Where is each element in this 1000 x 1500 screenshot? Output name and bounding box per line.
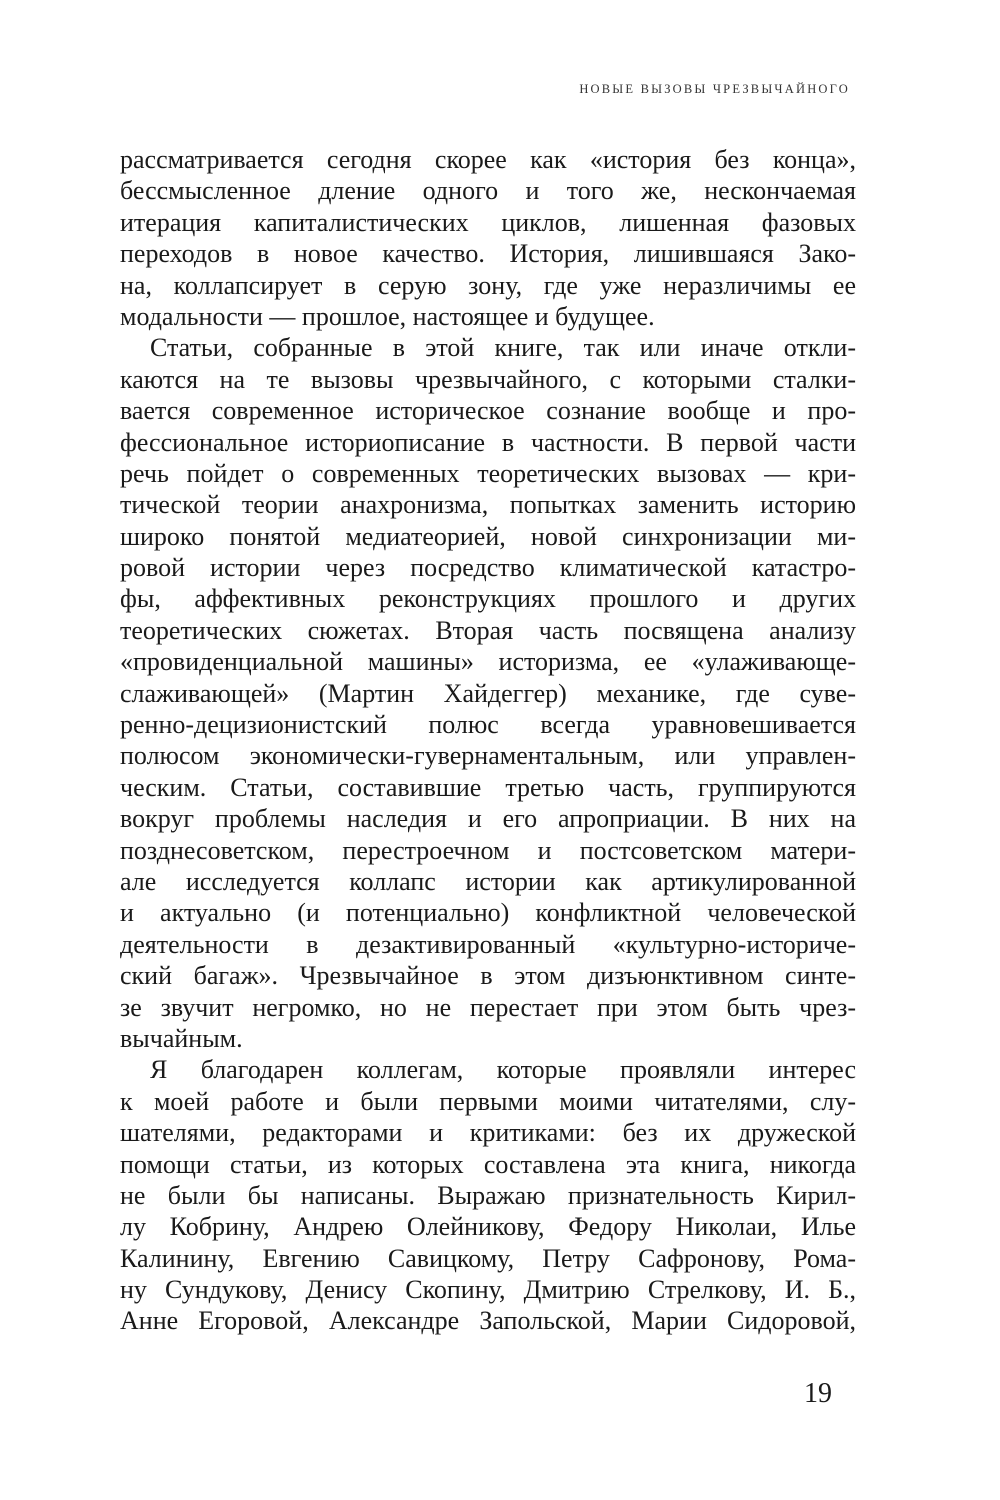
text-line: лу Кобрину, Андрею Олейникову, Федору Николаи, Илье [120,1212,856,1242]
text-line: полюсом экономически-гувернаментальным, или управлен- [120,741,856,771]
text-line: вается современное историческое сознание вообще и про- [120,396,856,426]
text-line: деятельности в дезактивированный «культурно-историче- [120,929,856,959]
text-line: ну Сундукову, Денису Скопину, Дмитрию Стрелкову, И. Б., [120,1275,856,1305]
text-line: Калинину, Евгению Савицкому, Петру Сафронову, Рома- [120,1243,856,1273]
text-line: речь пойдет о современных теоретических вызовах — кри- [120,458,856,488]
text-line: и актуально (и потенциально) конфликтной человеческой [120,898,856,928]
text-line: тической теории анахронизма, попытках заменить историю [120,490,856,520]
text-line: рассматривается сегодня скорее как «история без конца», [120,145,856,174]
text-line: каются на те вызовы чрезвычайного, с которыми сталки- [120,364,856,394]
page-number: 19 [804,1378,832,1409]
text-line: к моей работе и были первыми моими читателями, слу- [120,1086,856,1116]
text-line: ский багаж». Чрезвычайное в этом дизъюнктивном синте- [120,961,856,991]
text-line: бессмысленное дление одного и того же, нескончаемая [120,176,856,206]
body-text [120,144,856,1337]
text-line: теоретических сюжетах. Вторая часть посвящена анализу [120,615,856,645]
text-line: але исследуется коллапс истории как артикулированной [120,866,856,896]
text-line: Я благодарен коллегам, которые проявляли интерес [150,1055,856,1085]
paragraph [120,144,856,332]
text-line: переходов в новое качество. История, лишившаяся Зако- [120,239,856,269]
text-line: фы, аффективных реконструкциях прошлого и других [120,584,856,614]
text-line: Анне Егоровой, Александре Запольской, Марии Сидоровой, [120,1306,856,1336]
text-line: модальности — прошлое, настоящее и будущее. [120,301,655,331]
paragraph [120,1054,856,1337]
text-line: Статьи, собранные в этой книге, так или иначе откли- [150,333,856,363]
text-line: не были бы написаны. Выражаю признательность Кирил- [120,1180,856,1210]
text-line: позднесоветском, перестроечном и постсоветском матери- [120,835,856,865]
running-head: НОВЫЕ ВЫЗОВЫ ЧРЕЗВЫЧАЙНОГО [579,82,850,96]
text-line: слаживающей» (Мартин Хайдеггер) механике, где суве- [120,678,856,708]
text-line: на, коллапсирует в серую зону, где уже неразличимы ее [120,270,856,300]
text-line: ренно-децизионистский полюс всегда уравновешивается [120,710,856,740]
text-line: вокруг проблемы наследия и его апроприации. В них на [120,804,856,834]
text-line: ровой истории через посредство климатической катастро- [120,553,856,583]
text-line: «провиденциальной машины» историзма, ее «улаживающе- [120,647,856,677]
text-line: вычайным. [120,1023,243,1053]
text-line: ческим. Статьи, составившие третью часть, группируются [120,772,856,802]
text-line: фессиональное историописание в частности. В первой части [120,427,856,457]
text-line: шателями, редакторами и критиками: без их дружеской [120,1118,856,1148]
text-line: широко понятой медиатеорией, новой синхронизации ми- [120,521,856,551]
text-line: помощи статьи, из которых составлена эта книга, никогда [120,1149,856,1179]
text-line: итерация капиталистических циклов, лишенная фазовых [120,207,856,237]
text-line: зе звучит негромко, но не перестает при этом быть чрез- [120,992,856,1022]
paragraph [120,332,856,1054]
